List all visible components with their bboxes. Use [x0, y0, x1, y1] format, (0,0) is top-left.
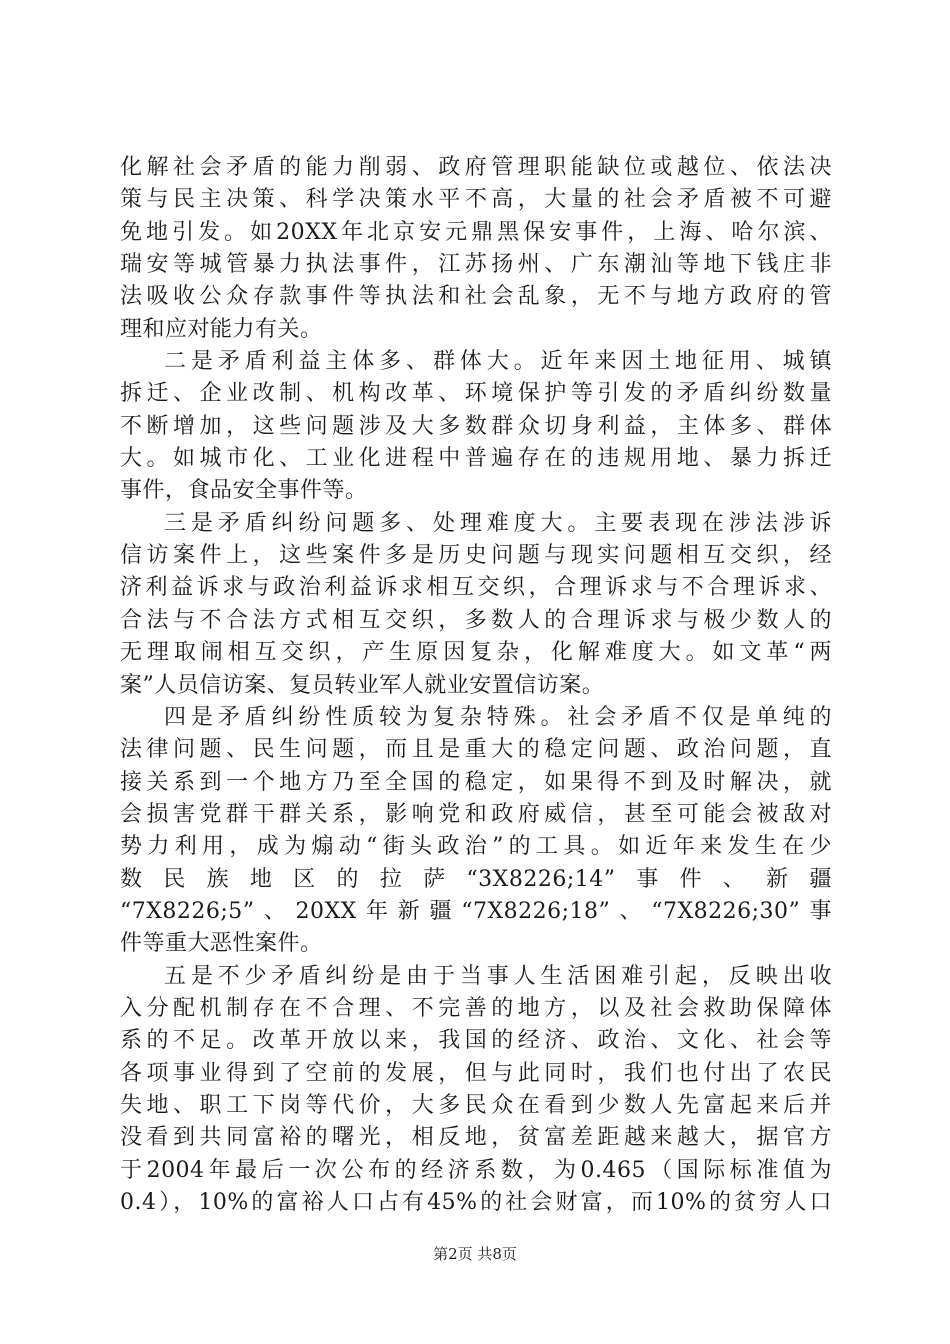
text-line: 拆迁、企业改制、机构改革、环境保护等引发的矛盾纠纷数量	[120, 381, 832, 407]
page-footer: 第2页 共8页	[433, 1245, 517, 1263]
text-line: 二是矛盾利益主体多、群体大。近年来因土地征用、城镇	[164, 349, 832, 375]
text-line: “7X8226;5”、20XX年新疆“7X8226;18”、“7X8226;30”事	[120, 898, 832, 924]
text-line: 案”人员信访案、复员转业军人就业安置信访案。	[120, 672, 605, 698]
text-line: 于2004年最后一次公布的经济系数，为0.465（国际标准值为	[120, 1157, 832, 1183]
text-line: 三是矛盾纠纷问题多、处理难度大。主要表现在涉法涉诉	[164, 510, 832, 536]
text-line: 法吸收公众存款事件等执法和社会乱象，无不与地方政府的管	[120, 284, 832, 310]
text-line: 系的不足。改革开放以来，我国的经济、政治、文化、社会等	[120, 1028, 832, 1054]
text-line: 合法与不合法方式相互交织，多数人的合理诉求与极少数人的	[120, 607, 832, 633]
text-line: 不断增加，这些问题涉及大多数群众切身利益，主体多、群体	[120, 413, 832, 439]
text-line: 理和应对能力有关。	[120, 316, 323, 342]
text-line: 0.4），10%的富裕人口占有45%的社会财富，而10%的贫穷人口	[120, 1190, 832, 1215]
text-line: 免地引发。如20XX年北京安元鼎黑保安事件，上海、哈尔滨、	[120, 219, 832, 245]
text-line: 瑞安等城管暴力执法事件，江苏扬州、广东潮汕等地下钱庄非	[120, 252, 832, 278]
text-line: 五是不少矛盾纠纷是由于当事人生活困难引起，反映出收	[164, 963, 832, 989]
text-line: 策与民主决策、科学决策水平不高，大量的社会矛盾被不可避	[120, 187, 832, 213]
text-line: 济利益诉求与政治利益诉求相互交织，合理诉求与不合理诉求、	[120, 575, 832, 601]
text-line: 大。如城市化、工业化进程中普遍存在的违规用地、暴力拆迁	[120, 446, 832, 472]
text-line: 法律问题、民生问题，而且是重大的稳定问题、政治问题，直	[120, 737, 832, 763]
text-line: 件等重大恶性案件。	[120, 931, 323, 957]
text-line: 各项事业得到了空前的发展，但与此同时，我们也付出了农民	[120, 1060, 832, 1086]
text-line: 接关系到一个地方乃至全国的稳定，如果得不到及时解决，就	[120, 769, 832, 795]
text-line: 化解社会矛盾的能力削弱、政府管理职能缺位或越位、依法决	[120, 155, 832, 180]
text-line: 事件，食品安全事件等。	[120, 478, 368, 504]
text-line: 势力利用，成为煽动“街头政治”的工具。如近年来发生在少	[120, 834, 832, 860]
text-line: 信访案件上，这些案件多是历史问题与现实问题相互交织，经	[120, 543, 832, 569]
text-line: 四是矛盾纠纷性质较为复杂特殊。社会矛盾不仅是单纯的	[164, 704, 832, 730]
text-line: 会损害党群干群关系，影响党和政府威信，甚至可能会被敌对	[120, 801, 832, 827]
text-line: 入分配机制存在不合理、不完善的地方，以及社会救助保障体	[120, 995, 832, 1021]
text-line: 没看到共同富裕的曙光，相反地，贫富差距越来越大，据官方	[120, 1125, 832, 1151]
text-line: 数民族地区的拉萨“3X8226;14”事件、新疆	[120, 866, 832, 892]
text-line: 失地、职工下岗等代价，大多民众在看到少数人先富起来后并	[120, 1092, 832, 1118]
document-body	[120, 152, 832, 1219]
text-line: 无理取闹相互交织，产生原因复杂，化解难度大。如文革“两	[120, 640, 832, 666]
